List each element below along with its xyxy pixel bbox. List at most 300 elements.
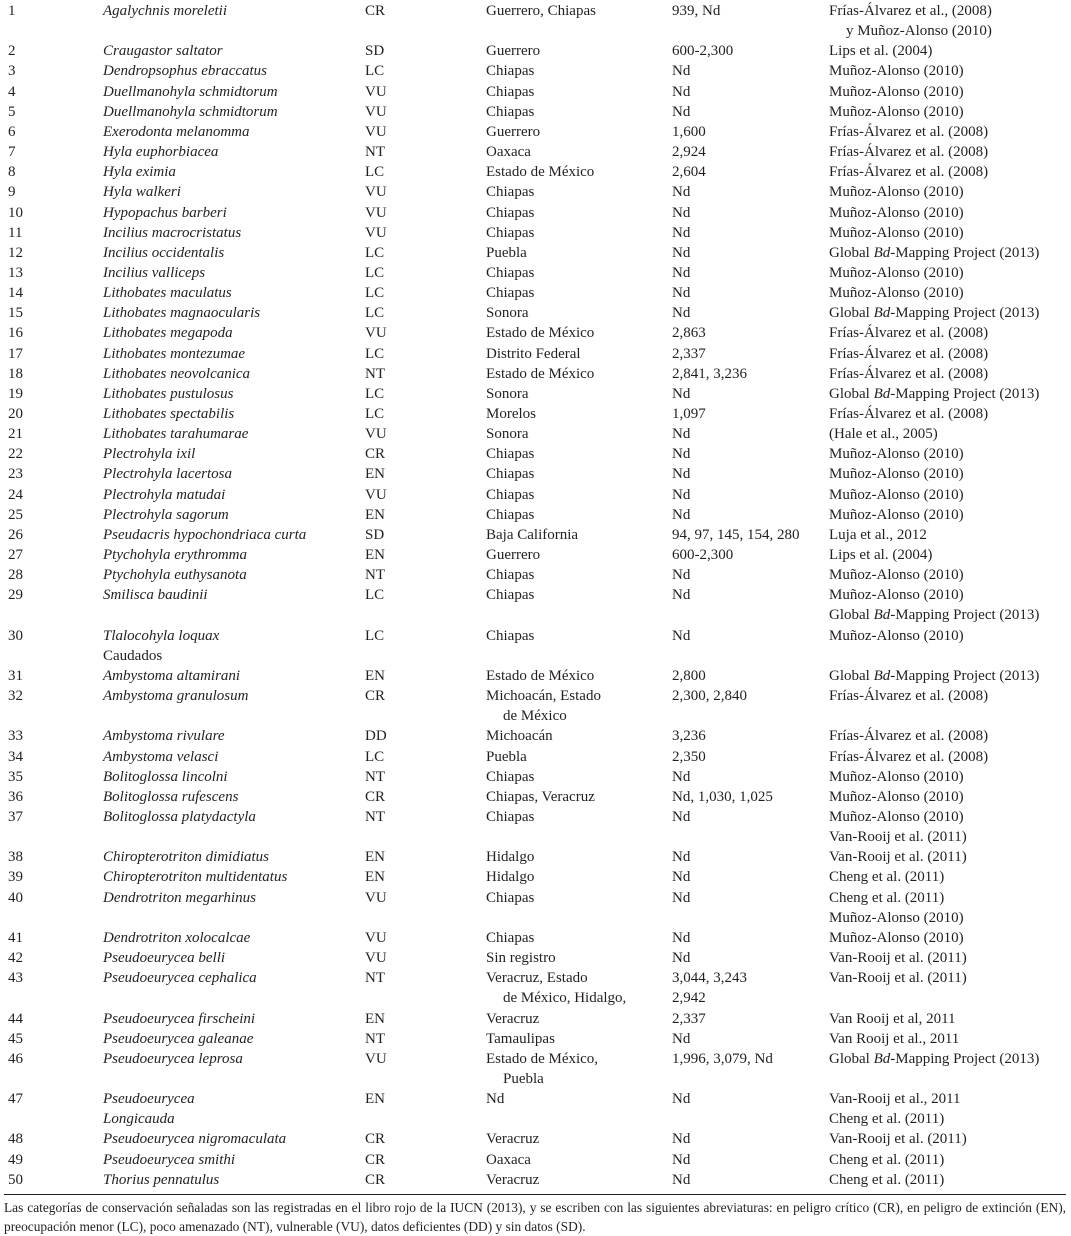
locality (486, 1150, 531, 1170)
reference-line (829, 263, 964, 283)
altitude-line: 2,863 (672, 325, 706, 342)
conservation-category: NT (365, 567, 385, 584)
table-row (0, 384, 1071, 404)
row-number: 10 (8, 204, 23, 221)
reference-line (829, 525, 927, 545)
species-name-line: Lithobates montezumae (103, 345, 246, 362)
altitude (672, 203, 690, 223)
reference-line (829, 243, 1039, 263)
reference (829, 767, 964, 787)
reference-line (829, 444, 964, 464)
species-name-line: Plectrohyla sagorum (103, 506, 229, 523)
locality (486, 565, 534, 585)
row-number: 50 (8, 1171, 23, 1188)
locality-line: Baja California (486, 526, 579, 543)
altitude (672, 807, 690, 827)
species-name-line: Hypopachus barberi (103, 204, 227, 221)
reference-line (829, 323, 988, 343)
table-row (0, 686, 1071, 726)
table-row (0, 1029, 1071, 1049)
reference-text: Frías-Álvarez et al., (2008) (829, 3, 992, 19)
table-row (0, 666, 1071, 686)
reference (829, 82, 964, 102)
reference (829, 1170, 944, 1190)
locality (486, 444, 534, 464)
locality (486, 223, 534, 243)
altitude (672, 948, 690, 968)
row-number: 14 (8, 285, 23, 302)
altitude (672, 1150, 690, 1170)
species-name (103, 948, 225, 968)
reference (829, 1150, 944, 1170)
locality (486, 41, 540, 61)
table-row (0, 787, 1071, 807)
species-name (103, 525, 306, 545)
reference-text: Global (829, 385, 874, 402)
altitude-line: Nd (672, 567, 691, 584)
locality (486, 344, 581, 364)
altitude (672, 102, 690, 122)
species-name (103, 182, 181, 202)
conservation-category: VU (365, 325, 387, 342)
reference-line (829, 908, 964, 928)
reference-line (829, 21, 992, 41)
row-number: 16 (8, 325, 23, 342)
altitude-line: Nd (672, 1091, 691, 1108)
conservation-category: VU (365, 929, 387, 946)
reference (829, 888, 964, 928)
table-row (0, 182, 1071, 202)
altitude (672, 666, 706, 686)
reference-text: Van-Rooij et al. (2011) (829, 829, 967, 846)
row-number: 28 (8, 567, 23, 584)
reference (829, 444, 964, 464)
reference (829, 243, 1039, 263)
conservation-category: LC (365, 587, 385, 604)
locality-line: Chiapas (486, 567, 535, 584)
conservation-category: NT (365, 970, 385, 987)
species-name-line: Thorius pennatulus (103, 1171, 220, 1188)
species-name (103, 485, 225, 505)
locality-line: Chiapas (486, 103, 535, 120)
row-number: 25 (8, 506, 23, 523)
altitude-line: Nd (672, 768, 691, 785)
reference-text: Muñoz-Alonso (2010) (829, 446, 964, 463)
locality (486, 1129, 539, 1149)
altitude-line: Nd (672, 204, 691, 221)
locality-line: de México (503, 708, 567, 725)
locality (486, 847, 534, 867)
altitude-line: Nd (672, 929, 691, 946)
reference-line (829, 666, 1039, 686)
reference (829, 464, 964, 484)
locality-line: Sonora (486, 305, 529, 322)
row-number: 45 (8, 1030, 23, 1047)
conservation-category: VU (365, 426, 387, 443)
conservation-category: CR (365, 688, 386, 705)
table-row (0, 626, 1071, 646)
reference (829, 847, 967, 867)
conservation-category: EN (365, 547, 385, 564)
reference-text: Van-Rooij et al. (2011) (829, 950, 967, 967)
locality (486, 747, 527, 767)
species-name-line: Hyla walkeri (103, 184, 181, 201)
locality (486, 888, 534, 908)
reference-text: Global (829, 305, 874, 322)
altitude-line: 600-2,300 (672, 43, 734, 60)
table-row (0, 1009, 1071, 1029)
species-name-line: Pseudoeurycea (103, 1091, 195, 1108)
locality-line: Sin registro (486, 950, 556, 967)
reference-text: -Mapping Project (2013) (890, 1050, 1040, 1067)
locality-line: Estado de México (486, 325, 595, 342)
reference-text: Muñoz-Alonso (2010) (829, 466, 964, 483)
species-name (103, 243, 224, 263)
locality (486, 1049, 598, 1089)
reference-text: -Mapping Project (2013) (890, 385, 1040, 402)
table-row (0, 948, 1071, 968)
table-row (0, 323, 1071, 343)
locality-line: Hidalgo (486, 869, 535, 886)
reference-line (829, 827, 967, 847)
conservation-category: CR (365, 446, 386, 463)
table-row (0, 525, 1071, 545)
locality-line: de México, Hidalgo, (503, 990, 627, 1007)
reference-text: Muñoz-Alonso (2010) (829, 204, 964, 221)
species-name-line: Ptychohyla euthysanota (103, 567, 247, 584)
reference-text: Cheng et al. (2011) (829, 1111, 945, 1128)
reference-text: Muñoz-Alonso (2010) (829, 788, 964, 805)
altitude-line: Nd (672, 385, 691, 402)
species-name-line: Chiropterotriton dimidiatus (103, 849, 269, 866)
reference-text: Muñoz-Alonso (2010) (829, 587, 964, 604)
species-name-line: Hyla euphorbiacea (103, 144, 219, 161)
reference-text: Frías-Álvarez et al. (2008) (829, 688, 989, 705)
reference-text: Muñoz-Alonso (2010) (829, 486, 964, 503)
conservation-category: NT (365, 144, 385, 161)
altitude-line: Nd (672, 426, 691, 443)
species-name-line: Incilius valliceps (103, 264, 206, 281)
table-bottom-rule (4, 1194, 1066, 1195)
table-row (0, 263, 1071, 283)
altitude-line: Nd (672, 285, 691, 302)
altitude (672, 787, 773, 807)
locality-line: Chiapas (486, 285, 535, 302)
species-name-line: Exerodonta melanomma (103, 123, 250, 140)
table-row (0, 404, 1071, 424)
reference-line (829, 626, 964, 646)
altitude (672, 243, 690, 263)
species-name-line: Agalychnis moreletii (103, 3, 227, 19)
locality-line: Chiapas (486, 466, 535, 483)
species-name-line: Pseudoeurycea leprosa (103, 1050, 243, 1067)
reference (829, 505, 964, 525)
conservation-category: LC (365, 345, 385, 362)
reference-line (829, 364, 988, 384)
reference-line (829, 102, 964, 122)
altitude-line: 3,236 (672, 728, 706, 745)
reference-text: Frías-Álvarez et al. (2008) (829, 325, 989, 342)
species-name (103, 686, 248, 706)
reference-line (829, 1009, 956, 1029)
species-name-line: Pseudoeurycea nigromaculata (103, 1131, 287, 1148)
species-name-line: Pseudacris hypochondriaca curta (103, 526, 307, 543)
reference-italic-text: Bd (873, 667, 891, 684)
conservation-category: VU (365, 889, 387, 906)
row-number: 18 (8, 365, 23, 382)
table-row (0, 767, 1071, 787)
table-row (0, 1089, 1071, 1129)
altitude-line: Nd (672, 486, 691, 503)
locality (486, 666, 594, 686)
conservation-category: NT (365, 1030, 385, 1047)
conservation-category: LC (365, 164, 385, 181)
species-name (103, 122, 250, 142)
locality (486, 1089, 504, 1109)
row-number: 34 (8, 748, 23, 765)
altitude-line: 1,600 (672, 123, 706, 140)
reference (829, 303, 1039, 323)
locality-line: Puebla (486, 244, 527, 261)
table-row (0, 1170, 1071, 1190)
locality-line: Michoacán, Estado (486, 688, 601, 705)
reference (829, 323, 988, 343)
reference-text: -Mapping Project (2013) (890, 244, 1040, 261)
altitude-line: Nd (672, 1131, 691, 1148)
reference (829, 263, 964, 283)
altitude (672, 726, 706, 746)
species-name (103, 1129, 286, 1149)
reference-text: Muñoz-Alonso (2010) (829, 264, 964, 281)
reference-text: Frías-Álvarez et al. (2008) (829, 406, 989, 422)
reference-line (829, 61, 964, 81)
species-name (103, 323, 233, 343)
locality (486, 525, 578, 545)
table-row (0, 61, 1071, 81)
reference-text: Cheng et al. (2011) (829, 1171, 945, 1188)
species-name (103, 1009, 255, 1029)
altitude (672, 626, 690, 646)
reference-line (829, 807, 967, 827)
table-row (0, 162, 1071, 182)
locality (486, 928, 534, 948)
altitude-line: Nd (672, 305, 691, 322)
locality (486, 424, 529, 444)
conservation-category: LC (365, 748, 385, 765)
locality-line: Oaxaca (486, 1151, 531, 1168)
reference-line (829, 485, 964, 505)
locality (486, 867, 534, 887)
species-name (103, 928, 250, 948)
reference-text: Muñoz-Alonso (2010) (829, 83, 964, 100)
reference-line (829, 565, 964, 585)
species-name (103, 807, 256, 827)
reference-text: Global (829, 244, 874, 261)
reference-line (829, 404, 988, 424)
conservation-category: CR (365, 1171, 386, 1188)
row-number: 44 (8, 1010, 23, 1027)
reference (829, 384, 1039, 404)
species-name-line: Plectrohyla lacertosa (103, 466, 232, 483)
reference-line (829, 847, 967, 867)
locality-line: Puebla (486, 748, 527, 765)
altitude-line: Nd (672, 63, 691, 80)
reference-line (829, 182, 964, 202)
locality (486, 626, 534, 646)
conservation-category: VU (365, 204, 387, 221)
locality (486, 82, 534, 102)
altitude-line: 1,996, 3,079, Nd (672, 1050, 773, 1067)
row-number: 17 (8, 345, 23, 362)
locality (486, 505, 534, 525)
species-name-line: Dendrotriton megarhinus (103, 889, 256, 906)
locality-line: Chiapas (486, 809, 535, 825)
locality-line: Michoacán (486, 728, 553, 745)
row-number: 27 (8, 547, 23, 564)
conservation-category: VU (365, 950, 387, 967)
row-number: 8 (8, 164, 16, 181)
reference-line (829, 464, 964, 484)
locality-line: Veracruz (486, 1131, 540, 1148)
reference (829, 344, 988, 364)
species-name (103, 1170, 219, 1190)
altitude-line: 2,337 (672, 1010, 706, 1027)
species-name (103, 82, 278, 102)
species-name (103, 505, 229, 525)
locality (486, 162, 594, 182)
locality (486, 787, 595, 807)
table-row (0, 888, 1071, 928)
reference-text: Frías-Álvarez et al. (2008) (829, 345, 989, 362)
species-name-line: Bolitoglossa lincolni (103, 768, 228, 785)
table-row (0, 41, 1071, 61)
altitude-line: Nd (672, 849, 691, 866)
row-number: 38 (8, 849, 23, 866)
reference-line (829, 867, 944, 887)
species-name (103, 464, 232, 484)
row-number: 31 (8, 667, 23, 684)
locality (486, 686, 601, 726)
reference (829, 1009, 956, 1029)
locality (486, 807, 534, 827)
reference-line (829, 1129, 967, 1149)
locality (486, 1029, 555, 1049)
conservation-category: EN (365, 849, 385, 866)
species-name-line: Ptychohyla erythromma (103, 547, 247, 564)
altitude-line: Nd (672, 1030, 691, 1047)
species-name-line: Lithobates spectabilis (103, 406, 235, 422)
reference (829, 1089, 961, 1129)
altitude-line: 94, 97, 145, 154, 280 (672, 526, 800, 543)
locality-line: Sonora (486, 385, 529, 402)
reference-italic-text: Bd (873, 244, 891, 261)
altitude (672, 41, 733, 61)
reference-text: Van Rooij et al., 2011 (829, 1030, 960, 1047)
altitude-line: Nd (672, 264, 691, 281)
altitude (672, 928, 690, 948)
row-number: 2 (8, 43, 16, 60)
reference (829, 545, 932, 565)
reference-line (829, 82, 964, 102)
altitude (672, 384, 690, 404)
locality-line: Chiapas, Veracruz (486, 788, 595, 805)
species-name-line: Ambystoma altamirani (103, 667, 241, 684)
altitude-line: 2,337 (672, 345, 706, 362)
row-number: 7 (8, 144, 16, 161)
reference-text: Muñoz-Alonso (2010) (829, 909, 964, 926)
conservation-category: EN (365, 869, 385, 886)
locality (486, 404, 536, 424)
conservation-category: CR (365, 1131, 386, 1148)
row-number: 4 (8, 83, 16, 100)
species-name-line: Ambystoma velasci (103, 748, 219, 765)
row-number: 41 (8, 929, 23, 946)
reference (829, 666, 1039, 686)
altitude (672, 545, 733, 565)
reference-text: Lips et al. (2004) (829, 547, 933, 564)
reference-text: Muñoz-Alonso (2010) (829, 929, 964, 946)
species-name (103, 726, 225, 746)
altitude-line: Nd (672, 506, 691, 523)
conservation-category: EN (365, 667, 385, 684)
locality (486, 122, 540, 142)
altitude (672, 182, 690, 202)
altitude (672, 1089, 690, 1109)
locality (486, 968, 626, 1008)
altitude (672, 1, 720, 21)
locality-line: Veracruz (486, 1171, 540, 1188)
species-name (103, 626, 219, 646)
species-name-line: Tlalocohyla loquax (103, 627, 220, 644)
reference-line (829, 1049, 1039, 1069)
locality (486, 1009, 539, 1029)
locality-line: Chiapas (486, 627, 535, 644)
altitude-line: Nd (672, 889, 691, 906)
reference-text: Global (829, 607, 874, 624)
conservation-category: NT (365, 768, 385, 785)
species-name (103, 968, 257, 988)
locality-line: Guerrero (486, 43, 541, 60)
reference-text: Muñoz-Alonso (2010) (829, 567, 964, 584)
species-name (103, 767, 228, 787)
table-row (0, 747, 1071, 767)
conservation-category: LC (365, 285, 385, 302)
altitude (672, 303, 690, 323)
reference-line (829, 1, 992, 21)
species-name-line: Lithobates neovolcanica (103, 365, 251, 382)
reference-text: Frías-Álvarez et al. (2008) (829, 728, 989, 745)
species-name (103, 867, 287, 887)
conservation-category: LC (365, 406, 385, 422)
altitude (672, 162, 706, 182)
reference-line (829, 162, 988, 182)
reference-line (829, 344, 988, 364)
reference-text: Van Rooij et al, 2011 (829, 1010, 956, 1027)
reference-text: Muñoz-Alonso (2010) (829, 224, 964, 241)
reference-text: Muñoz-Alonso (2010) (829, 285, 964, 302)
reference-text: Frías-Álvarez et al. (2008) (829, 164, 989, 181)
locality-line: Veracruz (486, 1010, 540, 1027)
species-name (103, 1049, 243, 1069)
reference-line (829, 1029, 959, 1049)
conservation-category: DD (365, 728, 387, 745)
row-number: 20 (8, 406, 23, 422)
locality-line: Sonora (486, 426, 529, 443)
species-name-line: Dendrotriton xolocalcae (103, 929, 251, 946)
conservation-category: EN (365, 506, 385, 523)
species-name-line: Dendropsophus ebraccatus (103, 63, 268, 80)
locality (486, 203, 534, 223)
